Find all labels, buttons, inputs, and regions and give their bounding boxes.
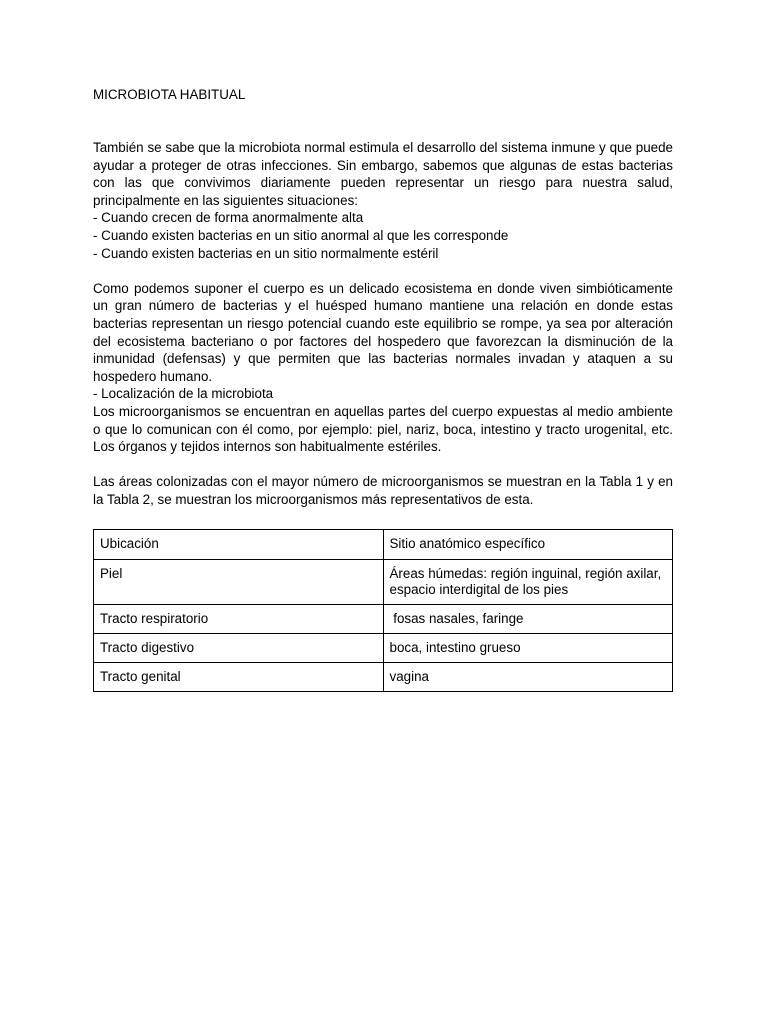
table-row <box>94 634 673 663</box>
cell-sitio: Áreas húmedas: región inguinal, región axilar, espacio interdigital de los pies <box>389 566 665 597</box>
table-cell <box>383 605 673 634</box>
table-cell <box>94 634 384 663</box>
list-item: - Cuando crecen de forma anormalmente alta <box>93 210 364 226</box>
cell-ubicacion: Piel <box>100 566 123 581</box>
table-cell <box>383 663 673 692</box>
table-cell <box>383 560 673 605</box>
list-item: - Cuando existen bacterias en un sitio normalmente estéril <box>93 245 439 261</box>
paragraph-location: Los microorganismos se encuentran en aquellas partes del cuerpo expuestas al medio ambiente o que lo comunican con él como, por ejemplo: piel, nariz, boca, intestino y tracto urogenital, etc. Los órganos y tejidos internos son habitualmente estériles. <box>93 403 673 455</box>
cell-ubicacion: Tracto respiratorio <box>100 611 209 626</box>
cell-sitio: boca, intestino grueso <box>389 640 521 655</box>
paragraph-tables: Las áreas colonizadas con el mayor número de microorganismos se muestran en la Tabla 1 y en la Tabla 2, se muestran los microorganismos más representativos de esta. <box>93 474 673 507</box>
cell-sitio: fosas nasales, faringe <box>389 611 524 626</box>
table-header-row <box>94 530 673 560</box>
table-header-cell <box>94 530 384 560</box>
table-row <box>94 560 673 605</box>
table-cell <box>94 560 384 605</box>
document-page <box>93 86 673 508</box>
list-item: - Cuando existen bacterias en un sitio anormal al que les corresponde <box>93 227 509 243</box>
table-row <box>94 663 673 692</box>
table-cell <box>94 605 384 634</box>
header-ubicacion: Ubicación <box>100 536 159 551</box>
header-sitio: Sitio anatómico específico <box>389 536 546 551</box>
paragraph-ecosystem: Como podemos suponer el cuerpo es un delicado ecosistema en donde viven simbióticamente un gran número de bacterias y el huésped humano mantiene una relación en donde estas bacterias representan un riesgo potencial cuando este equilibrio se rompe, ya sea por alteración del ecosistema bacteriano o por factores del hospedero que favorezcan la disminución de la inmunidad (defensas) y que permiten que las bacterias normales invadan y ataquen a su hospedero humano. <box>93 280 673 384</box>
title-spacer <box>93 104 673 139</box>
cell-ubicacion: Tracto digestivo <box>100 640 195 655</box>
section-subheading: - Localización de la microbiota <box>93 386 274 402</box>
paragraph-gap <box>93 262 673 280</box>
cell-ubicacion: Tracto genital <box>100 669 181 684</box>
cell-sitio: vagina <box>389 669 429 684</box>
table-header-cell <box>383 530 673 560</box>
table-cell <box>383 634 673 663</box>
microbiota-location-table <box>93 529 673 692</box>
document-title: MICROBIOTA HABITUAL <box>93 87 246 102</box>
table-cell <box>94 663 384 692</box>
table-row <box>94 605 673 634</box>
paragraph-gap <box>93 456 673 474</box>
paragraph-immune: También se sabe que la microbiota normal estimula el desarrollo del sistema inmune y que puede ayudar a proteger de otras infecciones. Sin embargo, sabemos que algunas de estas bacterias con las que convivimos diariamente pueden representar un riesgo para nuestra salud, principalmente en las siguientes situaciones: <box>93 140 673 208</box>
